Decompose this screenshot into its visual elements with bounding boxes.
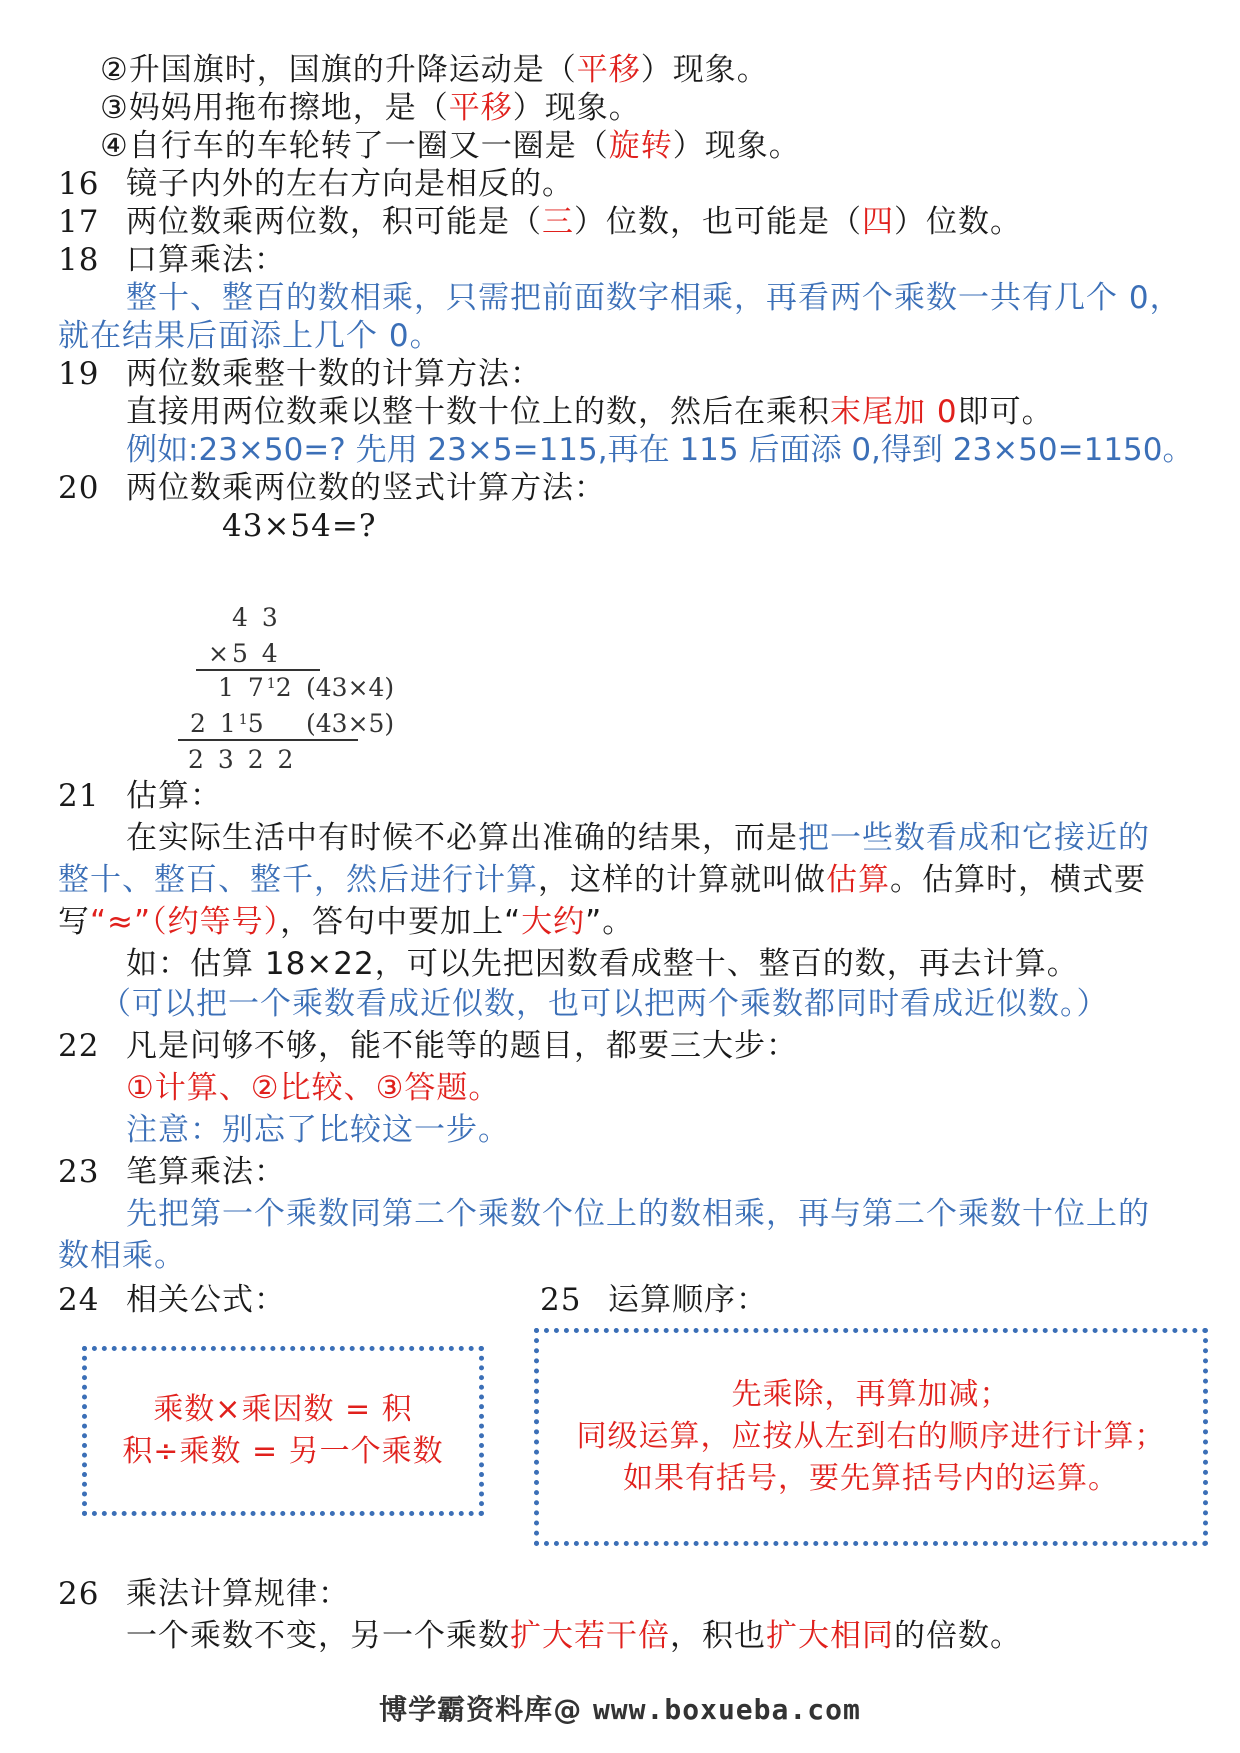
- formula-box: [82, 1346, 484, 1516]
- item-number: 25: [540, 1282, 582, 1318]
- item-21-line4: 如：估算 18×22，可以先把因数看成整十、整百的数，再去计算。: [126, 946, 1079, 982]
- item-18-line2: 就在结果后面添上几个 0。: [58, 318, 442, 354]
- item-22-steps: ①计算、②比较、③答题。: [126, 1070, 501, 1106]
- item-15-2: ②升国旗时，国旗的升降运动是（平移）现象。: [100, 52, 769, 88]
- item-22-title: 22 凡是问够不够，能不能等的题目，都要三大步：: [58, 1028, 798, 1064]
- item-23-title: 23 笔算乘法：: [58, 1154, 286, 1190]
- order-of-operations-box: [534, 1328, 1208, 1546]
- multiplicand: 4 3: [232, 603, 281, 632]
- item-17: 17 两位数乘两位数，积可能是（三）位数，也可能是（四）位数。: [58, 204, 1022, 240]
- item-16: 16 镜子内外的左右方向是相反的。: [58, 166, 574, 202]
- item-18-title: 18 口算乘法：: [58, 242, 286, 278]
- highlight: 末尾加 0: [830, 394, 958, 430]
- item-number: 26: [58, 1576, 100, 1612]
- final-product: 2 3 2 2: [188, 745, 297, 774]
- rule-3: 如果有括号，要先算括号内的运算。: [623, 1461, 1119, 1496]
- item-number: 21: [58, 778, 100, 814]
- item-25-title: 25 运算顺序：: [540, 1282, 768, 1318]
- formula-1: 乘数×乘因数 = 积: [153, 1392, 413, 1427]
- site-url: www.boxueba.com: [592, 1693, 861, 1726]
- partial-product-2: 2 $1^15$: [190, 709, 267, 738]
- partial-note-2: (43×5): [306, 709, 395, 738]
- item-number: 20: [58, 470, 100, 506]
- item-21-line5: （可以把一个乘数看成近似数，也可以把两个乘数都同时看成近似数。）: [100, 986, 1109, 1022]
- item-number: 23: [58, 1154, 100, 1190]
- answer: 平移: [448, 90, 513, 126]
- item-21-line2: 整十、整百、整千，然后进行计算，这样的计算就叫做估算。估算时，横式要: [58, 862, 1146, 898]
- item-19-method: 直接用两位数乘以整十数十位上的数，然后在乘积末尾加 0即可。: [126, 394, 1054, 430]
- item-22-note: 注意：别忘了比较这一步。: [126, 1112, 510, 1148]
- item-number: 16: [58, 166, 100, 202]
- item-26-title: 26 乘法计算规律：: [58, 1576, 350, 1612]
- item-18-line1: 整十、整百的数相乘，只需把前面数字相乘，再看两个乘数一共有几个 0，: [126, 280, 1182, 316]
- rule-1: 先乘除，再算加减；: [731, 1377, 1011, 1412]
- item-20-problem: 43×54=?: [222, 508, 377, 544]
- partial-note-1: (43×4): [306, 673, 395, 702]
- item-number: 17: [58, 204, 100, 240]
- divider-line: [196, 669, 320, 671]
- formula-2: 积÷乘数 = 另一个乘数: [122, 1434, 444, 1469]
- item-21-line1: 在实际生活中有时候不必算出准确的结果，而是把一些数看成和它接近的: [126, 820, 1150, 856]
- item-23-line1: 先把第一个乘数同第二个乘数个位上的数相乘，再与第二个乘数十位上的: [126, 1196, 1150, 1232]
- brand-name: 博学霸资料库: [379, 1693, 554, 1726]
- item-26-rule: 一个乘数不变，另一个乘数扩大若干倍，积也扩大相同的倍数。: [126, 1618, 1022, 1654]
- multiplier: ×5 4: [208, 639, 281, 668]
- answer: 平移: [576, 52, 641, 88]
- item-number: 22: [58, 1028, 100, 1064]
- item-21-title: 21 估算：: [58, 778, 222, 814]
- item-number: 19: [58, 356, 100, 392]
- item-15-4: ④自行车的车轮转了一圈又一圈是（旋转）现象。: [100, 128, 801, 164]
- item-number: 18: [58, 242, 100, 278]
- answer: 三: [542, 204, 574, 240]
- item-19-example: 例如:23×50=? 先用 23×5=115,再在 115 后面添 0,得到 23×50=1150。: [126, 432, 1194, 468]
- item-15-3: ③妈妈用拖布擦地，是（平移）现象。: [100, 90, 641, 126]
- partial-product-1: 1 $7^12$: [218, 673, 295, 702]
- divider-line: [178, 739, 358, 741]
- watermark-footer: 博学霸资料库@ www.boxueba.com: [379, 1693, 861, 1726]
- answer: 旋转: [608, 128, 673, 164]
- item-number: 24: [58, 1282, 100, 1318]
- item-23-line2: 数相乘。: [58, 1238, 186, 1274]
- item-24-title: 24 相关公式：: [58, 1282, 286, 1318]
- item-20-title: 20 两位数乘两位数的竖式计算方法：: [58, 470, 606, 506]
- answer: 四: [862, 204, 894, 240]
- rule-2: 同级运算，应按从左到右的顺序进行计算；: [576, 1419, 1166, 1454]
- item-19-title: 19 两位数乘整十数的计算方法：: [58, 356, 542, 392]
- item-21-line3: 写“≈”（约等号），答句中要加上“大约”。: [58, 904, 635, 940]
